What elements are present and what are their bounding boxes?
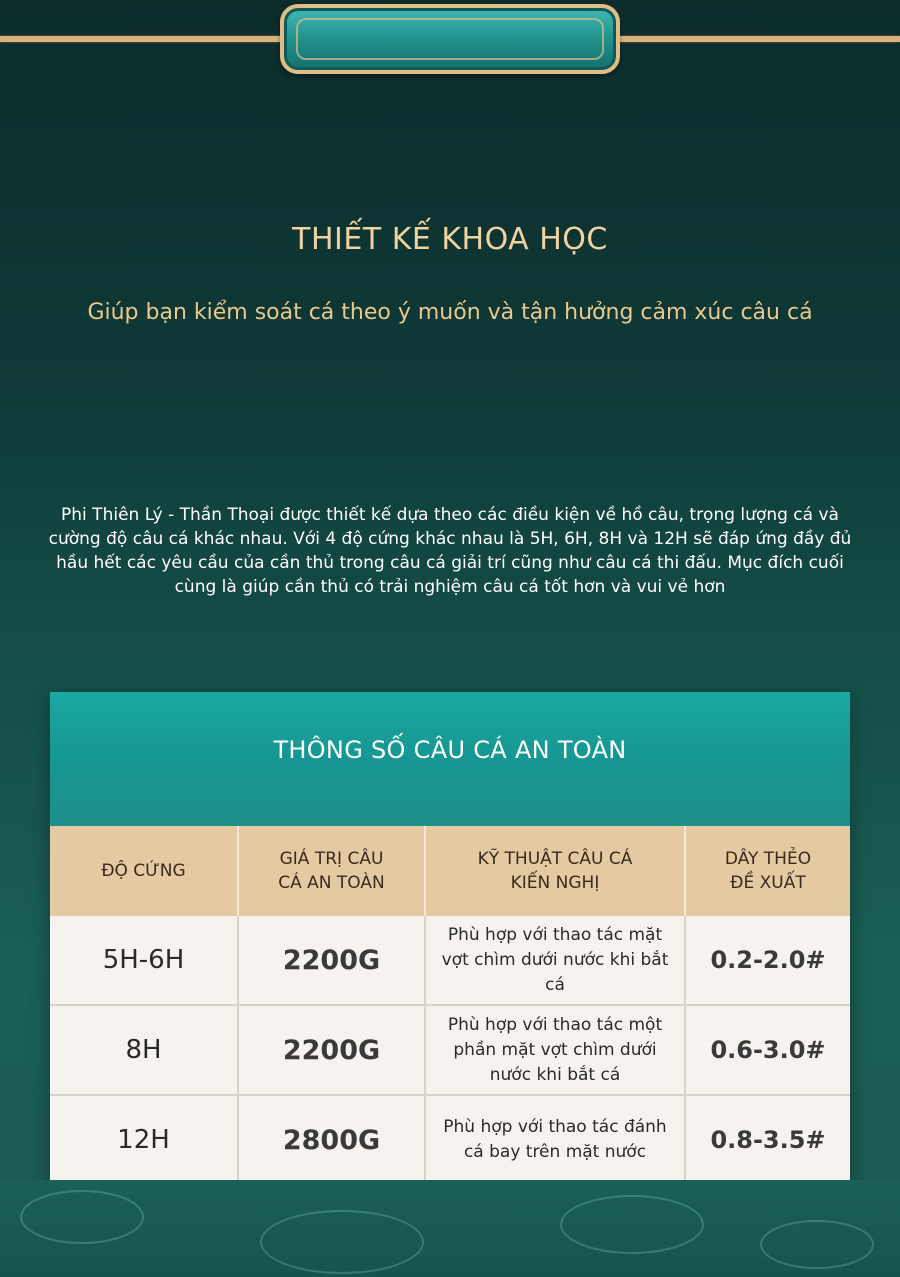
spec-table-header bbox=[50, 692, 850, 826]
bottom-cloud-decoration bbox=[0, 1180, 900, 1277]
section-heading: THIẾT KẾ KHOA HỌC bbox=[292, 222, 608, 257]
table-row bbox=[50, 916, 850, 1005]
cell-safe-value: 2200G bbox=[238, 916, 425, 1005]
cell-technique: Phù hợp với thao tác mặt vợt chìm dưới nước khi bắt cá bbox=[425, 916, 685, 1005]
cell-hardness: 5H-6H bbox=[50, 916, 238, 1005]
cell-technique: Phù hợp với thao tác một phần mặt vợt chìm dưới nước khi bắt cá bbox=[425, 1005, 685, 1095]
column-header-safe-value: GIÁ TRỊ CÂU CÁ AN TOÀN bbox=[238, 826, 425, 916]
spec-table-header-row bbox=[50, 826, 850, 916]
banner-gold-line-right bbox=[615, 36, 900, 42]
table-row bbox=[50, 1005, 850, 1095]
spec-table bbox=[50, 826, 850, 1184]
cloud-swirl-decoration bbox=[760, 1220, 874, 1269]
banner-gold-line-left bbox=[0, 36, 285, 42]
cell-line: 0.2-2.0# bbox=[685, 916, 850, 1005]
cell-hardness: 8H bbox=[50, 1005, 238, 1095]
column-header-line: DÂY THẺO ĐỀ XUẤT bbox=[685, 826, 850, 916]
cell-safe-value: 2800G bbox=[238, 1095, 425, 1184]
cloud-swirl-decoration bbox=[260, 1210, 424, 1274]
cell-safe-value: 2200G bbox=[238, 1005, 425, 1095]
column-header-hardness: ĐỘ CỨNG bbox=[50, 826, 238, 916]
banner-plaque bbox=[280, 4, 620, 74]
section-subheading: Giúp bạn kiểm soát cá theo ý muốn và tận hưởng cảm xúc câu cá bbox=[87, 300, 813, 325]
banner-plaque-inner bbox=[296, 18, 604, 60]
cell-line: 0.8-3.5# bbox=[685, 1095, 850, 1184]
cloud-swirl-decoration bbox=[20, 1190, 144, 1244]
spec-table-card bbox=[50, 692, 850, 1180]
cloud-swirl-decoration bbox=[560, 1195, 704, 1254]
cell-line: 0.6-3.0# bbox=[685, 1005, 850, 1095]
top-banner bbox=[0, 0, 900, 80]
cell-hardness: 12H bbox=[50, 1095, 238, 1184]
column-header-technique: KỸ THUẬT CÂU CÁ KIẾN NGHỊ bbox=[425, 826, 685, 916]
cell-technique: Phù hợp với thao tác đánh cá bay trên mặt nước bbox=[425, 1095, 685, 1184]
description-paragraph: Phi Thiên Lý - Thần Thoại được thiết kế dựa theo các điều kiện về hồ câu, trọng lượng cá và cường độ câu cá khác nhau. Với 4 độ cứng khác nhau là 5H, 6H, 8H và 12H sẽ đáp ứng đầy đủ hầu hết các yêu cầu của cần thủ trong câu cá giải trí cũng như câu cá thi đấu. Mục đích cuối cùng là giúp cần thủ có trải nghiệm câu cá tốt hơn và vui vẻ hơn bbox=[48, 505, 852, 597]
spec-table-title: THÔNG SỐ CÂU CÁ AN TOÀN bbox=[273, 736, 627, 764]
table-row bbox=[50, 1095, 850, 1184]
